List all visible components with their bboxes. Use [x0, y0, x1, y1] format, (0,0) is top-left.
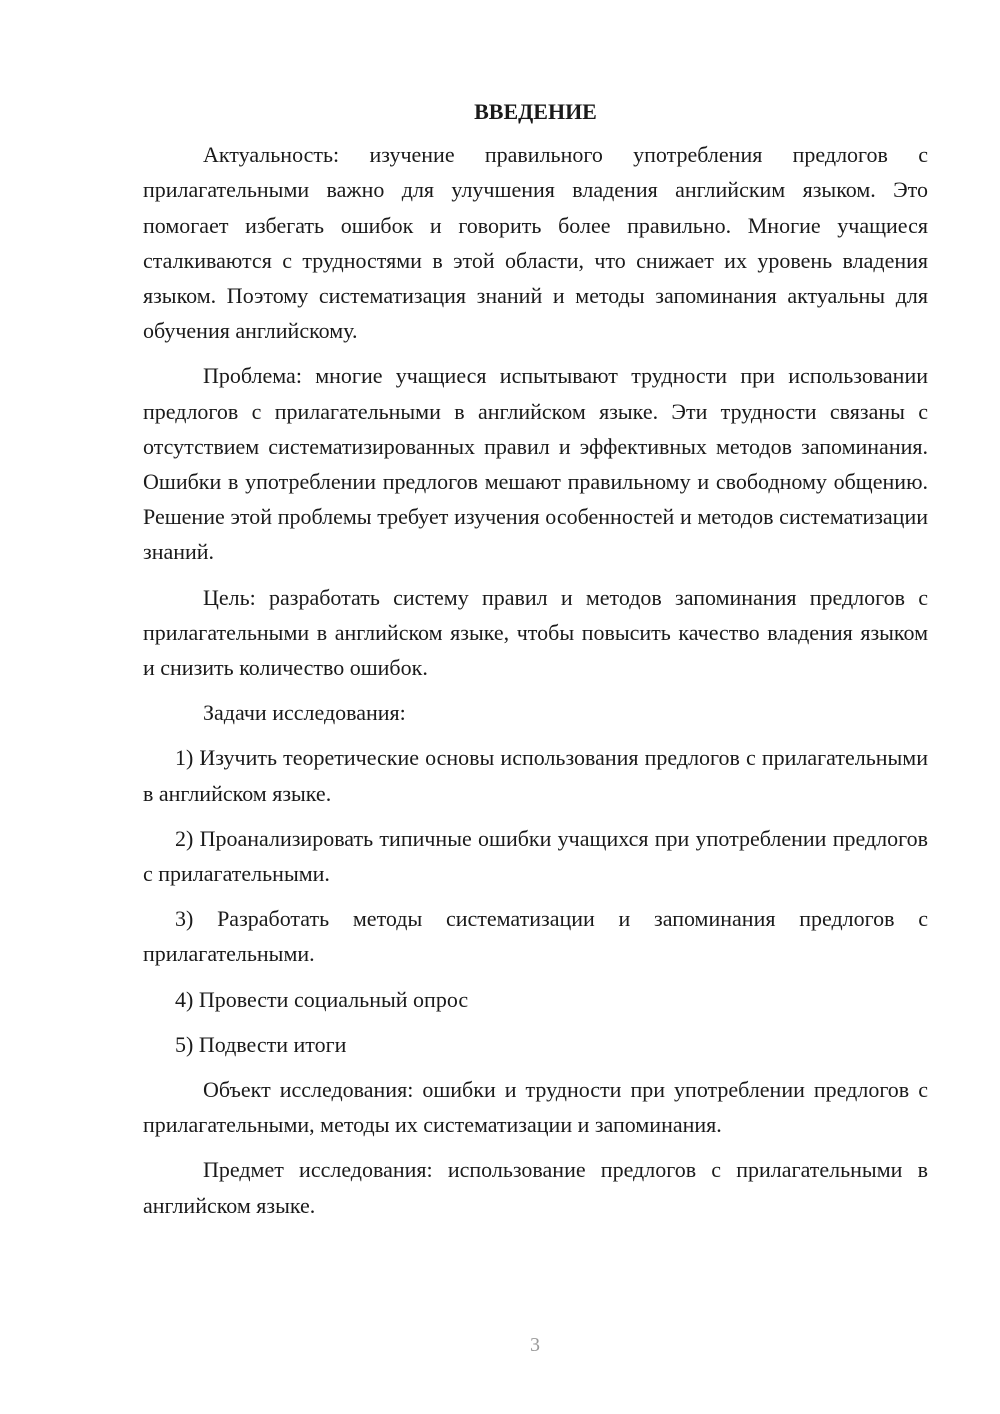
task-item-5: 5) Подвести итоги	[175, 1031, 347, 1057]
paragraph-problem: Проблема: многие учащиеся испытывают трудности при использовании предлогов с прилагательными в английском языке. Эти трудности связаны с отсутствием систематизированных правил и эффективных методов запоминания. Ошибки в употреблении предлогов мешают правильному и свободному общению. Решение этой проблемы требует изучения особенностей и методов систематизации знаний.	[143, 363, 928, 565]
paragraph-subject: Предмет исследования: использование предлогов с прилагательными в английском языке.	[143, 1157, 928, 1218]
paragraph-goal: Цель: разработать систему правил и методов запоминания предлогов с прилагательными в английском языке, чтобы повысить качество владения языком и снизить количество ошибок.	[143, 584, 928, 681]
task-item-1: 1) Изучить теоретические основы использования предлогов с прилагательными в английском языке.	[143, 745, 928, 806]
paragraph-relevance: Актуальность: изучение правильного употребления предлогов с прилагательными важно для улучшения владения английским языком. Это помогает избегать ошибок и говорить более правильно. Многие учащиеся сталкиваются с трудностями в этой области, что снижает их уровень владения языком. Поэтому систематизация знаний и методы запоминания актуальны для обучения английскому.	[143, 142, 928, 344]
page-title: ВВЕДЕНИЕ	[474, 99, 597, 124]
task-item-2: 2) Проанализировать типичные ошибки учащихся при употреблении предлогов с прилагательными.	[143, 825, 928, 887]
task-item-3: 3) Разработать методы систематизации и запоминания предлогов с прилагательными.	[143, 906, 928, 967]
document-page	[143, 94, 928, 1233]
tasks-heading: Задачи исследования:	[203, 700, 406, 726]
task-item-4: 4) Провести социальный опрос	[175, 986, 469, 1012]
paragraph-object: Объект исследования: ошибки и трудности при употреблении предлогов с прилагательными, методы их систематизации и запоминания.	[143, 1077, 928, 1138]
page-number: 3	[530, 1334, 540, 1356]
